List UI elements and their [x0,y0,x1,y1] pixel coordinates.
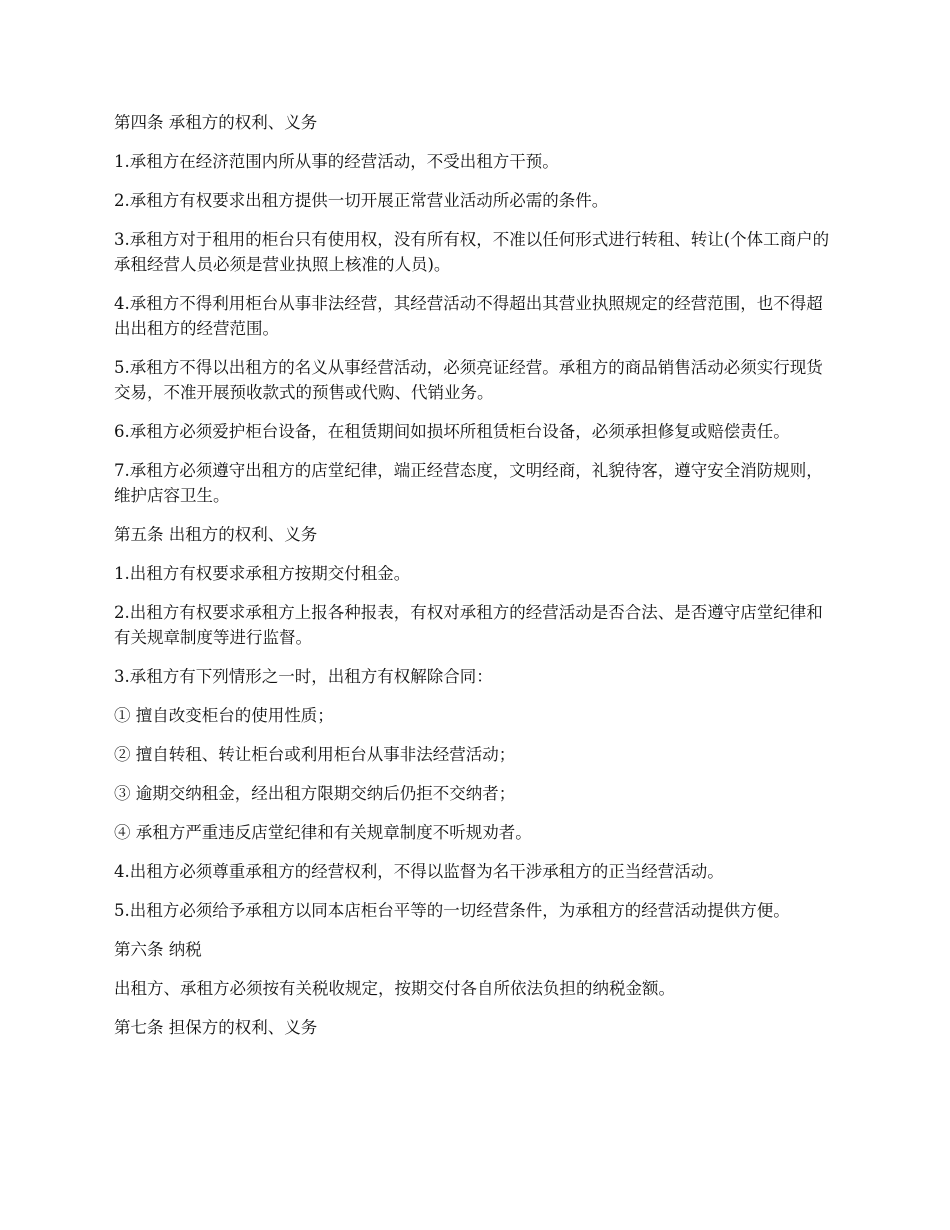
paragraph-lessor-item-5: 5.出租方必须给予承租方以同本店柜台平等的一切经营条件，为承租方的经营活动提供方便。 [114,901,790,920]
paragraph-tax: 出租方、承租方必须按有关税收规定，按期交付各自所依法负担的纳税金额。 [114,979,675,998]
paragraph-lessee-item-2: 2.承租方有权要求出租方提供一切开展正常营业活动所必需的条件。 [114,191,609,210]
paragraph-lessee-item-7: 7.承租方必须遵守出租方的店堂纪律，端正经营态度，文明经商，礼貌待客，遵守安全消防规则，维护店容卫生。 [114,461,823,505]
paragraph-lessee-item-3: 3.承租方对于租用的柜台只有使用权，没有所有权，不准以任何形式进行转租、转让(个体工商户的承租经营人员必须是营业执照上核准的人员)。 [114,230,830,274]
list-item-condition-3: ③ 逾期交纳租金，经出租方限期交纳后仍拒不交纳者； [114,784,516,803]
paragraph-lessor-item-2: 2.出租方有权要求承租方上报各种报表，有权对承租方的经营活动是否合法、是否遵守店堂纪律和有关规章制度等进行监督。 [114,603,823,647]
paragraph-lessee-item-6: 6.承租方必须爱护柜台设备，在租赁期间如损坏所租赁柜台设备，必须承担修复或赔偿责任。 [114,422,790,441]
paragraph-lessor-item-4: 4.出租方必须尊重承租方的经营权利，不得以监督为名干涉承租方的正当经营活动。 [114,862,724,881]
list-item-condition-1: ① 擅自改变柜台的使用性质； [114,706,334,725]
paragraph-lessee-item-4: 4.承租方不得利用柜台从事非法经营，其经营活动不得超出其营业执照规定的经营范围，也不得超出出租方的经营范围。 [114,294,823,338]
paragraph-lessor-item-1: 1.出租方有权要求承租方按期交付租金。 [114,564,411,583]
section-heading-article-5: 第五条 出租方的权利、义务 [114,525,318,544]
section-heading-article-4: 第四条 承租方的权利、义务 [114,113,318,132]
list-item-condition-2: ② 擅自转租、转让柜台或利用柜台从事非法经营活动； [114,745,516,764]
paragraph-lessee-item-5: 5.承租方不得以出租方的名义从事经营活动，必须亮证经营。承租方的商品销售活动必须实行现货交易，不准开展预收款式的预售或代购、代销业务。 [114,358,823,402]
section-heading-article-7: 第七条 担保方的权利、义务 [114,1018,318,1037]
section-heading-article-6: 第六条 纳税 [114,940,202,959]
paragraph-lessee-item-1: 1.承租方在经济范围内所从事的经营活动，不受出租方干预。 [114,152,559,171]
list-item-condition-4: ④ 承租方严重违反店堂纪律和有关规章制度不听规劝者。 [114,823,532,842]
paragraph-lessor-item-3: 3.承租方有下列情形之一时，出租方有权解除合同： [114,667,493,686]
